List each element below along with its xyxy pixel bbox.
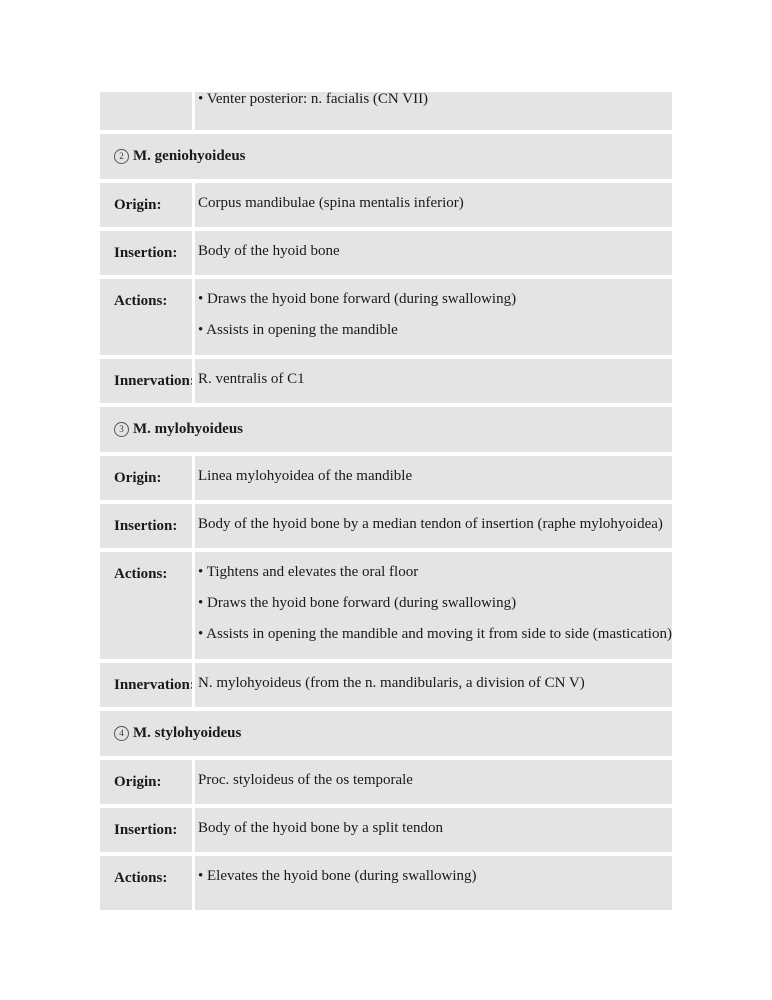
table-row [100,231,672,279]
row-value [192,92,672,130]
row-label: Actions: [114,293,168,309]
row-label: Origin: [114,470,162,486]
value-line: Corpus mandibulae (spina mentalis inferior) [198,195,464,211]
row-label: Actions: [114,566,168,582]
table-row [100,92,672,134]
table-row [100,856,672,910]
value-line: • Tightens and elevates the oral floor [198,564,419,580]
table-row [100,456,672,504]
value-line: • Assists in opening the mandible [198,322,398,338]
table-row [100,183,672,231]
row-label [100,92,192,130]
muscle-table [100,92,672,910]
row-value [192,504,672,548]
row-label: Insertion: [114,245,178,261]
value-line: Linea mylohyoidea of the mandible [198,468,413,484]
section-number: 3 [114,422,129,437]
row-value [192,456,672,500]
table-row [100,504,672,552]
section-header [100,407,672,456]
row-value [192,856,672,910]
value-line: • Assists in opening the mandible and moving it from side to side (mastication) [198,626,672,642]
section-number: 2 [114,149,129,164]
row-value [192,760,672,804]
section-number: 4 [114,726,129,741]
value-line: • Draws the hyoid bone forward (during swallowing) [198,291,517,307]
value-line: Body of the hyoid bone by a split tendon [198,820,443,836]
value-line: • Venter posterior: n. facialis (CN VII) [198,91,429,107]
value-line: R. ventralis of C1 [198,371,305,387]
section-header [100,134,672,183]
table-row [100,279,672,359]
table-row [100,359,672,407]
row-label: Innervation: [114,677,195,693]
row-label: Origin: [114,774,162,790]
value-line: N. mylohyoideus (from the n. mandibularis, a division of CN V) [198,675,585,691]
value-line: • Draws the hyoid bone forward (during swallowing) [198,595,517,611]
row-value [192,552,672,659]
table-row [100,808,672,856]
section-header [100,711,672,760]
section-title: M. geniohyoideus [133,148,246,164]
value-line: Body of the hyoid bone by a median tendon of insertion (raphe mylohyoidea) [198,516,663,532]
table-row [100,552,672,663]
row-value [192,231,672,275]
table-row [100,663,672,711]
row-label: Innervation: [114,373,195,389]
row-label: Insertion: [114,518,178,534]
value-line: Body of the hyoid bone [198,243,340,259]
value-line: • Elevates the hyoid bone (during swallowing) [198,868,477,884]
row-value [192,183,672,227]
row-label: Origin: [114,197,162,213]
table-row [100,760,672,808]
row-value [192,359,672,403]
row-value [192,808,672,852]
row-label: Insertion: [114,822,178,838]
section-title: M. mylohyoideus [133,421,244,437]
row-label: Actions: [114,870,168,886]
value-line: Proc. styloideus of the os temporale [198,772,413,788]
section-title: M. stylohyoideus [133,725,242,741]
row-value [192,663,672,707]
row-value [192,279,672,355]
